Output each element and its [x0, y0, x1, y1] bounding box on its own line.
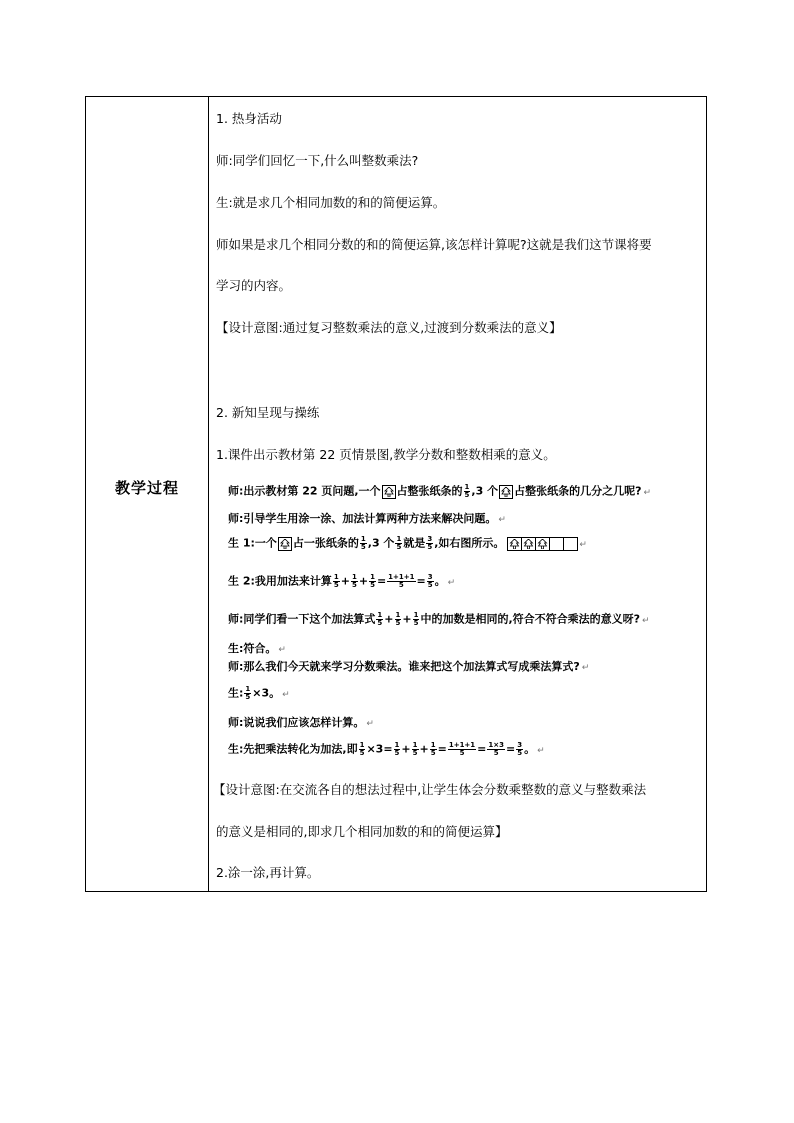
tree-icon	[278, 537, 292, 551]
fraction: $\frac{1}{5}$	[395, 611, 401, 627]
dialogue-line-3: 生 1:一个 占一张纸条的 $\frac{1}{5}$ ,3 个 $\frac{1}{5}$ 就是 $\frac{3}{5}$ ,如右图所示。 ↵	[228, 535, 587, 551]
dialogue-line-10: 生:先把乘法转化为加法,即 $\frac{1}{5}$ ×3= $\frac{1}{5}$ + $\frac{1}{5}$ + $\frac{1}{5}$ = $\frac{1+1+1}{5}$ = $\frac{1\times 3}{5}$ = $\frac{3}{5}$ 。 ↵	[228, 741, 545, 757]
teacher-question: 师:同学们回忆一下,什么叫整数乘法?	[216, 153, 419, 168]
fraction: $\frac{1}{5}$	[413, 611, 419, 627]
fraction: $\frac{1}{5}$	[464, 483, 470, 499]
color-and-compute: 2.涂一涂,再计算。	[216, 865, 320, 880]
tree-icon	[382, 485, 396, 499]
fraction: $\frac{1}{5}$	[245, 685, 251, 701]
strip-cell-empty	[549, 537, 564, 551]
design-intent-2-line1: 【设计意图:在交流各自的想法过程中,让学生体会分数乘整数的意义与整数乘法	[213, 782, 647, 797]
dialogue-line-6: 生:符合。 ↵	[228, 642, 286, 655]
teacher-intro-line2: 学习的内容。	[216, 278, 292, 293]
fraction: $\frac{1}{5}$	[377, 611, 383, 627]
fraction: $\frac{1}{5}$	[394, 741, 400, 757]
design-intent-1: 【设计意图:通过复习整数乘法的意义,过渡到分数乘法的意义】	[216, 320, 562, 335]
fraction: $\frac{1}{5}$	[360, 535, 366, 551]
fraction: $\frac{1}{5}$	[396, 535, 402, 551]
paper-strip	[507, 537, 577, 551]
fraction: $\frac{3}{5}$	[427, 573, 433, 589]
fraction: $\frac{1\times 3}{5}$	[488, 741, 504, 757]
student-answer: 生:就是求几个相同加数的和的简便运算。	[216, 195, 446, 210]
dialogue-line-8: 生: $\frac{1}{5}$ ×3。 ↵	[228, 685, 290, 701]
design-intent-2-line2: 的意义是相同的,即求几个相同加数的和的简便运算】	[216, 824, 508, 839]
fraction: $\frac{1}{5}$	[430, 741, 436, 757]
dialogue-line-9: 师:说说我们应该怎样计算。 ↵	[228, 716, 374, 729]
new-knowledge-heading: 2. 新知呈现与操练	[216, 405, 320, 420]
fraction: $\frac{1}{5}$	[333, 573, 339, 589]
strip-cell-filled	[521, 537, 536, 551]
lesson-content	[213, 97, 702, 891]
fraction: $\frac{1}{5}$	[351, 573, 357, 589]
fraction: $\frac{1}{5}$	[359, 741, 365, 757]
fraction: $\frac{3}{5}$	[427, 535, 433, 551]
dialogue-line-2: 师:引导学生用涂一涂、加法计算两种方法来解决问题。 ↵	[228, 512, 506, 525]
dialogue-line-4: 生 2:我用加法来计算 $\frac{1}{5}$ + $\frac{1}{5}$ + $\frac{1}{5}$ = $\frac{1+1+1}{5}$ = $\frac{3}{5}$ 。 ↵	[228, 573, 456, 589]
strip-cell-filled	[535, 537, 550, 551]
warmup-heading: 1. 热身活动	[216, 111, 282, 126]
teacher-intro-line1: 师如果是求几个相同分数的和的简便运算,该怎样计算呢?这就是我们这节课将要	[216, 237, 652, 252]
section-label: 教学过程	[114, 479, 179, 497]
dialogue-line-5: 师:同学们看一下这个加法算式 $\frac{1}{5}$ + $\frac{1}{5}$ + $\frac{1}{5}$ 中的加数是相同的,符合不符合乘法的意义呀? ↵	[228, 611, 650, 627]
fraction: $\frac{1+1+1}{5}$	[448, 741, 476, 757]
fraction: $\frac{3}{5}$	[517, 741, 523, 757]
tree-icon	[499, 485, 513, 499]
fraction: $\frac{1+1+1}{5}$	[388, 573, 415, 589]
courseware-instruction: 1.课件出示教材第 22 页情景图,教学分数和整数相乘的意义。	[216, 447, 556, 462]
strip-cell-empty	[563, 537, 578, 551]
dialogue-line-1: 师:出示教材第 22 页问题,一个 占整张纸条的 $\frac{1}{5}$ ,3 个 占整张纸条的几分之几呢? ↵	[228, 483, 652, 499]
dialogue-line-7: 师:那么我们今天就来学习分数乘法。谁来把这个加法算式写成乘法算式? ↵	[228, 660, 590, 673]
fraction: $\frac{1}{5}$	[370, 573, 375, 589]
fraction: $\frac{1}{5}$	[412, 741, 418, 757]
strip-cell-filled	[507, 537, 522, 551]
lesson-table	[85, 96, 707, 892]
column-divider	[208, 97, 209, 891]
